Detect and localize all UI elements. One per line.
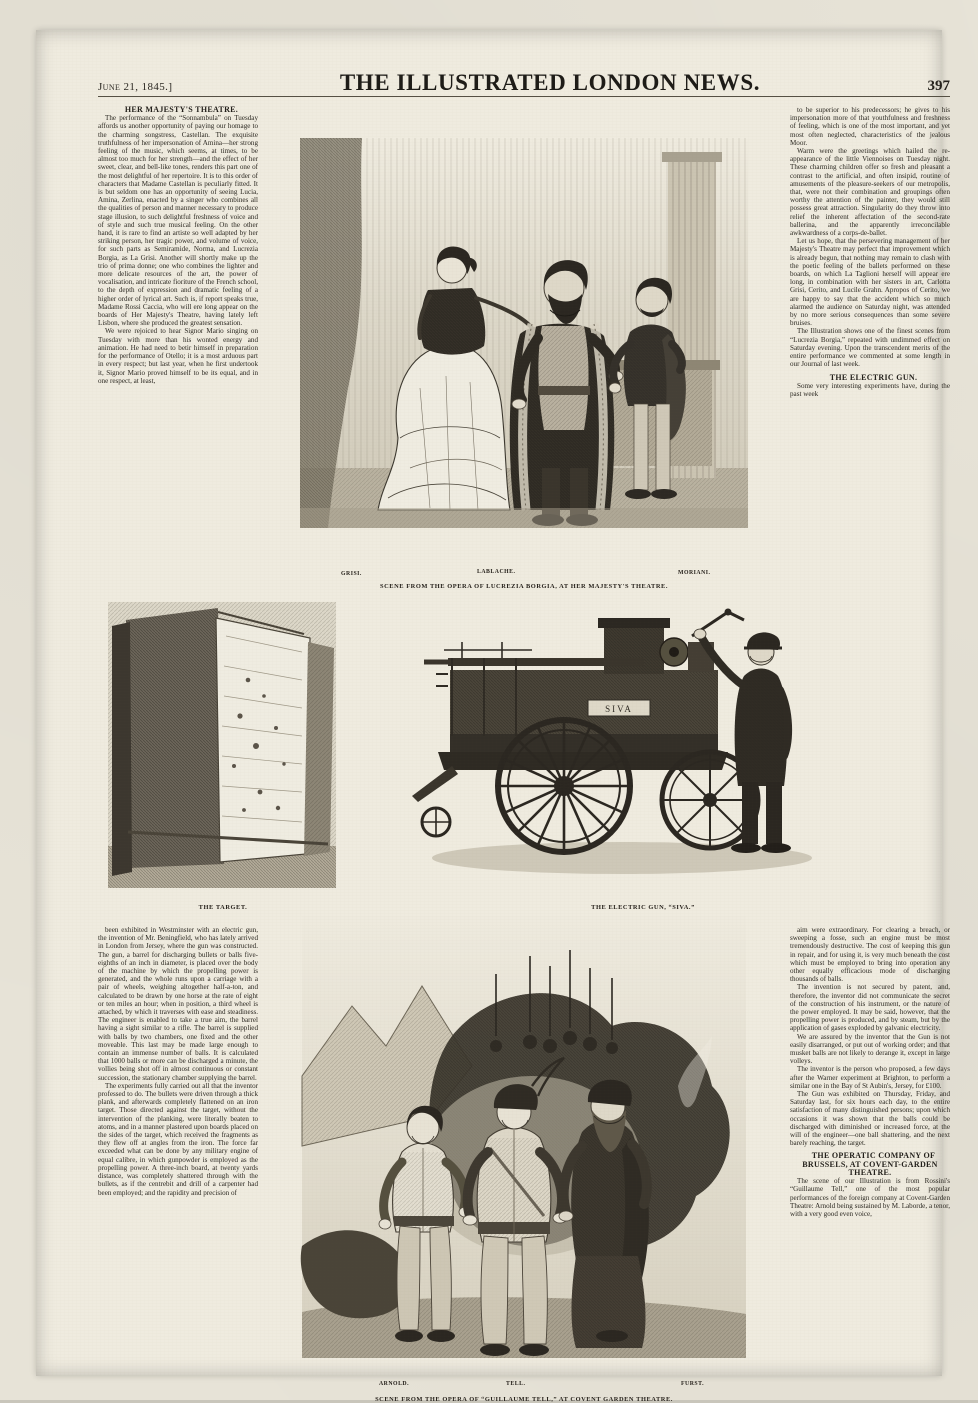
column-4-bottom (790, 926, 950, 1346)
column-4-top (790, 106, 950, 576)
column-heading-her-majestys: HER MAJESTY'S THEATRE. (124, 105, 239, 114)
paragraph: The experiments fully carried out all that the inventor professed to do. The bullets were driven through a thick plank, and afterwards completely flattened on an iron target. Those directed against the target, without the intervention of the planking, were literally beaten to atoms, and in a manner plastered upon boards placed on the sides of the target, which received the fragments as they flew off at angles from the iron. The force far exceeded what can be done by any military engine of equal calibre, in which gunpowder is employed as the propelling power. A three-inch board, at twenty yards distance, was completely shattered through with the bullets, as if the centrebit and drill of a carpenter had been employed; and the rapidity and precision of (98, 1081, 258, 1197)
figure-label-grisi: GRISI. (341, 571, 362, 577)
figure-caption-lucrezia: SCENE FROM THE OPERA OF LUCREZIA BORGIA, AT HER MAJESTY'S THEATRE. (380, 583, 668, 590)
masthead (98, 70, 950, 96)
paragraph: The invention is not secured by patent, and, therefore, the inventor did not communicate the secret of the construction of his instrument, or the nature of the power employed. It may be said, however, that the propelling power is produced, and by steam, but by the application of gases exploded by galvanic electricity. (790, 983, 950, 1033)
column-1-top (98, 106, 258, 576)
svg-text:SIVA: SIVA (605, 704, 633, 714)
masthead-rule (98, 96, 950, 97)
paragraph: The performance of the “Sonnambula” on Tuesday affords us another opportunity of paying our homage to the charming songstress, Castellan. The exquisite truthfulness of her impersonation of Amina—her strong feeling of the music, which seems, at times, to be almost too much for her strength—and the effect of her sweet, clear, and bell-like tones, renders this part one of the most delightful of her repertoire. It is to this order of characters that Madame Castellan is peculiarly fitted. It is but seldom one has an opportunity of seeing Lucia, Amina, Zerlina, enacted by a singer who combines all the qualities of person and manner necessary to produce stage illusion, to such delightful freshness of voice and of style and such true musical feeling. On the other hand, it is rare to find an artiste so well adapted by her striking person, her tragic power, and volume of voice, for such parts as Semiramide, Norma, and Lucrezia Borgia, as La Grisi. Another will shortly make up the trio of prima donne; one who combines the lighter and more delicate resources of the art, the power of vocalisation, and intricate fioriture of the French school, to the depth of expression and dramatic feeling of a higher order of lyrical art. Such is, if report speaks true, Madame Rossi Caccia, who will ere long appear on the boards of Her Majesty's Theatre, having lately left Lisbon, where she produced the greatest sensation. (98, 114, 258, 328)
paragraph: been exhibited in Westminster with an electric gun, the invention of Mr. Beningfield, who has lately arrived in London from Jersey, where the gun was constructed. The gun, a barrel for discharging bullets or balls five-eighths of an inch in diameter, is placed over the body of the machine by which the propelling power is generated, and the whole runs upon a carriage with a pair of wheels, weighing altogether half-a-ton, and calculated to be drawn by one horse at the rate of eight or ten miles an hour; when in position, a third wheel is attached, by which it traverses with ease and steadiness. The engineer is enabled to take a true aim, the barrel having a sight similar to a rifle. The barrel is supplied with balls by two chambers, one fixed and the other moveable. This last may be made large enough to contain an immense number of balls. It is calculated that 1000 balls or more can be discharged a minute, the vollies being shot off in almost continuous or constant succession, the stationary chamber supplying the barrel. (98, 926, 258, 1082)
paragraph: The inventor is the person who proposed, a few days after the Warner experiment at Brighton, to perform a similar one in the Bay of St Aubin's, Jersey, for £100. (790, 1065, 950, 1090)
paragraph: Some very interesting experiments have, during the past week (790, 381, 950, 398)
paragraph: Let us hope, that the persevering management of her Majesty's Theatre may perfect that improvement which is already begun, that nothing may remain to clash with the poetic feeling of the ballets performed on these boards, on which La Taglioni herself will appear ere long, in combination with her sisters in art, Carlotta Grisi, Cerito, and Lucile Grahn. Apropos of Cerito, we are happy to say that the accident which so much alarmed the audience on Saturday night, was attended by no more serious consequences than some severe bruises. (790, 237, 950, 328)
paragraph: We are assured by the inventor that the Gun is not easily disarranged, or put out of working order; and that musket balls are not likely to derange it, except in large volleys. (790, 1032, 950, 1066)
figure-caption-tell: SCENE FROM THE OPERA OF “GUILLAUME TELL,” AT COVENT GARDEN THEATRE. (375, 1396, 673, 1403)
paragraph: The Illustration shows one of the finest scenes from “Lucrezia Borgia,” repeated with undimmed effect on Saturday evening. Upon the transcendent merits of the entire performance we commented at some length in our Journal of last week. (790, 327, 950, 369)
paragraph: to be superior to his predecessors; he gives to his impersonation more of that youthfulness and freshness of feeling, which is one of the most important, and yet most often neglected, characteristics of the jealous Moor. (790, 106, 950, 147)
figure-electric-gun (392, 590, 836, 898)
paragraph: The Gun was exhibited on Thursday, Friday, and Saturday last, for six hours each day, to the entire satisfaction of many distinguished persons; upon which occasions it was shown that the balls could be discharged with diminished or increased force, at the will of the engineer—one ball shattering, and the next barely reaching, the target. (790, 1090, 950, 1148)
paragraph: aim were extraordinary. For clearing a breach, or sweeping a fosse, such an engine must be most tremendously destructive. The cost of keeping this gun in repair, and for using it, is very much beneath the cost which must be employed to bring into operation any other equally efficacious mode of discharging thousands of balls. (790, 926, 950, 984)
lucrezia-borgia-engraving (270, 138, 778, 556)
electric-gun-engraving (392, 590, 836, 898)
paragraph: The scene of our Illustration is from Rossini's “Guillaume Tell,” one of the most popular performances of the foreign company at Covent-Garden Theatre: Arnold being sustained by M. Laborde, a tenor, with a very good even voice, (790, 1177, 950, 1218)
figure-label-tell: TELL. (506, 1381, 526, 1387)
figure-target (98, 596, 348, 896)
figure-label-furst: FURST. (681, 1381, 705, 1387)
column-1-bottom (98, 926, 258, 1346)
column-heading-operatic-company: THE OPERATIC COMPANY OF BRUSSELS, AT COVENT-GARDEN THEATRE. (802, 1151, 938, 1177)
publication-title: THE ILLUSTRATED LONDON NEWS. (339, 70, 761, 95)
figure-guillaume-tell (282, 916, 766, 1386)
page-number: 397 (927, 78, 950, 94)
guillaume-tell-engraving (282, 916, 766, 1386)
figure-caption-target: THE TARGET. (198, 904, 248, 911)
target-engraving (98, 596, 348, 896)
figure-lucrezia-borgia (270, 138, 778, 556)
issue-date: June 21, 1845.] (98, 81, 173, 93)
paragraph: Warm were the greetings which hailed the re-appearance of the little Viennoises on Tuesday night. These charming children offer so fresh and pleasant a contrast to the artificial, and often insipid, routine of amusements of the pleasure-seekers of our metropolis, that, were not their combination and groupings often worthy the attention of the painter, they would still possess great attraction. Singularity do they throw into relief the inherent affectation of the second-rate ballerina, and the apparently irreconcilable awkwardness of a corps-de-ballet. (790, 147, 950, 238)
column-heading-electric-gun: THE ELECTRIC GUN. (829, 372, 918, 382)
figure-label-moriani: MORIANI. (678, 570, 711, 576)
page-sheet (36, 30, 950, 1403)
paragraph: We were rejoiced to hear Signor Mario singing on Tuesday with more than his wonted energy and animation. He had need to betir himself in preparation for the performance of Otello; it is a most arduous part in every respect; but last year, when he first undertook it, Signor Mario proved himself to be its equal, and in one respect, at least, (98, 327, 258, 385)
figure-label-lablache: LABLACHE. (477, 569, 516, 575)
figure-label-arnold: ARNOLD. (379, 1381, 410, 1387)
figure-caption-electric-gun: THE ELECTRIC GUN, “SIVA.” (591, 904, 695, 911)
